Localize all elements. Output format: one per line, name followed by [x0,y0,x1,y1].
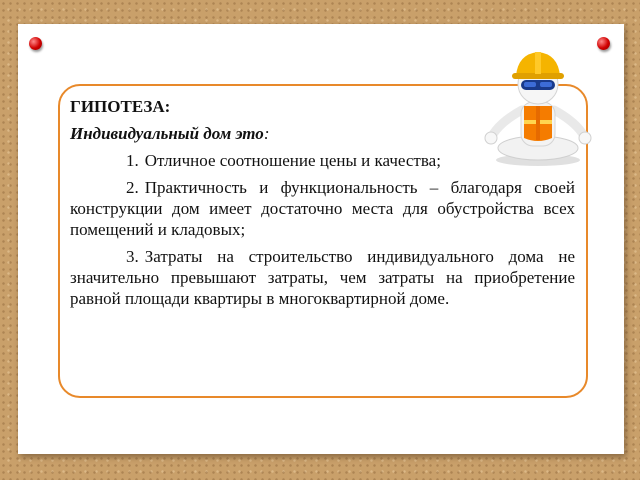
list-item-number: 3. [126,247,139,266]
subtitle-colon: : [263,124,270,143]
list-item-text: Практичность и функциональность – благодаря своей конструкции дом имеет достаточно места для обустройства всех помещений и кладовых; [70,178,575,239]
meditating-builder-icon [478,40,596,170]
pushpin-right-icon [597,37,610,50]
list-item-3 [70,246,575,309]
list-item-2 [70,177,575,240]
subtitle-text: Индивидуальный дом это [70,124,264,143]
list-item-number: 2. [126,178,139,197]
hypothesis-heading: ГИПОТЕЗА: [70,97,171,116]
list-item-text: Отличное соотношение цены и качества; [144,151,441,170]
list-item-text: Затраты на строительство индивидуального дома не значительно превышают затраты, чем затраты на приобретение равной площади квартиры в многоквартирной доме. [70,247,575,308]
list-item-number: 1. [126,151,139,170]
pushpin-left-icon [29,37,42,50]
